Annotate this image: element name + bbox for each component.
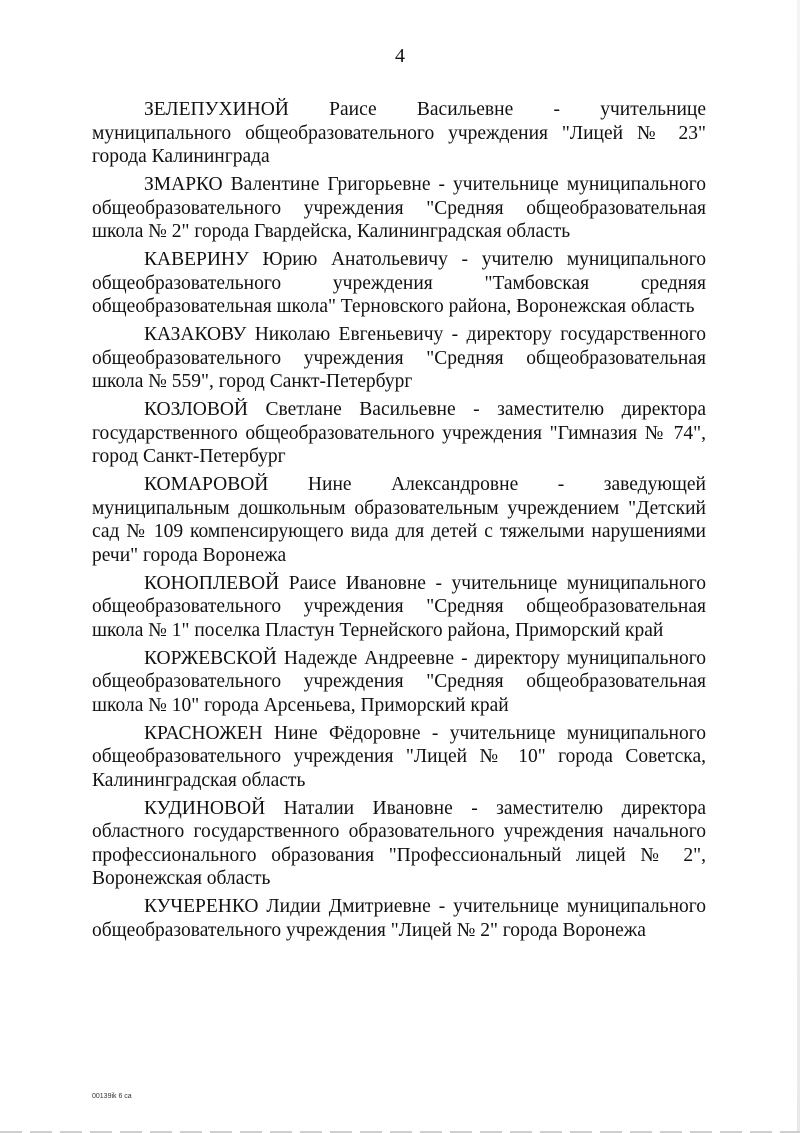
recipient-surname: КАЗАКОВУ [144,324,247,345]
recipient-surname: КУЧЕРЕНКО [144,896,259,917]
list-item [92,647,706,718]
page-number: 4 [395,45,405,67]
recipient-details: Раисе Васильевне - учительнице муниципального общеобразовательного учреждения "Лицей № 23" города Калининграда [92,99,706,167]
recipient-details: Надежде Андреевне - директору муниципального общеобразовательного учреждения "Средняя общеобразовательная школа № 10" города Арсеньева, Приморский край [92,647,707,716]
recipient-surname: КОНОПЛЕВОЙ [144,572,280,594]
recipient-surname: КОМАРОВОЙ [144,474,269,495]
recipient-details: Нине Фёдоровне - учительнице муниципального общеобразовательного учреждения "Лицей № 10" города Советска, Калининградская область [92,722,707,791]
recipient-surname: ЗЕЛЕПУХИНОЙ [144,99,289,120]
recipient-details: Нине Александровне - заведующей муниципальным дошкольным образовательным учреждением "Детский сад № 109 компенсирующего вида для детей с тяжелыми нарушениями речи" города Воронежа [92,474,706,566]
recipient-surname: КОЗЛОВОЙ [144,399,248,420]
recipient-details: Николаю Евгеньевичу - директору государственного общеобразовательного учреждения "Средняя общеобразовательная школа № 559", город Санкт-Петербург [92,324,706,392]
list-item [92,323,706,394]
list-item [92,797,706,891]
recipient-surname: КУДИНОВОЙ [144,797,266,819]
list-item [92,572,706,643]
recipient-details: Юрию Анатольевичу - учителю муниципального общеобразовательного учреждения "Тамбовская средняя общеобразовательная школа" Терновского района, Воронежская область [92,249,706,317]
recipient-surname: КРАСНОЖЕН [144,722,263,744]
recipient-details: Светлане Васильевне - заместителю директора государственного общеобразовательного учреждения "Гимназия № 74", город Санкт-Петербург [92,399,706,467]
recipient-details: Лидии Дмитриевне - учительнице муниципального общеобразовательного учреждения "Лицей № 2" города Воронежа [92,896,707,941]
list-item [92,398,706,469]
recipient-details: Валентине Григорьевне - учительнице муниципального общеобразовательного учреждения "Средняя общеобразовательная школа № 2" города Гвардейска, Калининградская область [92,174,706,242]
recipient-details: Раисе Ивановне - учительнице муниципального общеобразовательного учреждения "Средняя общеобразовательная школа № 1" поселка Пластун Тернейского района, Приморский край [92,572,707,641]
list-item [92,98,706,169]
award-recipient-list [92,98,706,947]
recipient-details: Наталии Ивановне - заместителю директора областного государственного образовательного учреждения начального профессионального образования "Профессиональный лицей № 2", Воронежская область [92,797,706,889]
list-item [92,248,706,319]
list-item [92,173,706,244]
list-item [92,895,706,942]
document-footer-code: 00139ik 6 ca [92,1093,132,1100]
recipient-surname: КОРЖЕВСКОЙ [144,647,277,669]
list-item [92,473,706,567]
recipient-surname: КАВЕРИНУ [144,249,249,270]
recipient-surname: ЗМАРКО [144,174,223,195]
list-item [92,722,706,793]
